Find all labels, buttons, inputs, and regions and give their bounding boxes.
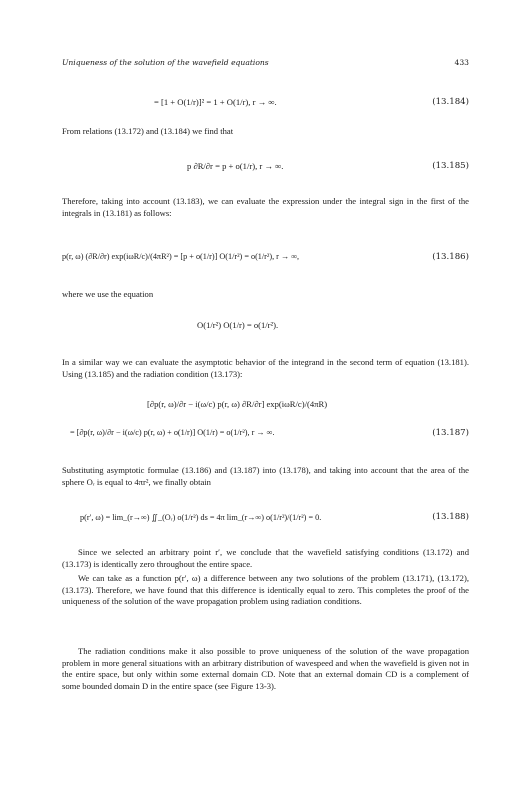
equation-body: = [1 + O(1/r)]² = 1 + O(1/r), r → ∞.	[154, 97, 277, 107]
paragraph: Therefore, taking into account (13.183), we can evaluate the expression under the integral sign in the first of the integrals in (13.181) as follows:	[62, 196, 469, 218]
paragraph: The radiation conditions make it also possible to prove uniqueness of the solution of the wave propagation problem in more general situations with an arbitrary distribution of wavespeed and when the wavefield is given not in the entire space, but only within some external domain CD. Note that an external domain CD is a complement of some bounded domain D in the entire space (see Figure 13-3).	[62, 646, 469, 691]
paragraph: Since we selected an arbitrary point r′, we conclude that the wavefield satisfying conditions (13.172) and (13.173) is identically zero throughout the entire space.	[62, 547, 469, 569]
equation-body: p ∂R/∂r = p + o(1/r), r → ∞.	[187, 161, 284, 171]
equation-body: p(r, ω) (∂R/∂r) exp(iωR/c)/(4πR²) = [p + o(1/r)] O(1/r²) = o(1/r²), r → ∞,	[62, 252, 300, 261]
page-number: 433	[454, 58, 469, 67]
equation-number: (13.184)	[432, 97, 469, 107]
equation-body: [∂p(r, ω)/∂r − i(ω/c) p(r, ω) ∂R/∂r] exp(iωR/c)/(4πR)	[147, 399, 328, 409]
paragraph: Substituting asymptotic formulae (13.186) and (13.187) into (13.178), and taking into account that the area of the sphere Oᵣ is equal to 4πr², we finally obtain	[62, 465, 469, 487]
equation-auxiliary	[62, 320, 469, 336]
paragraph: From relations (13.172) and (13.184) we find that	[62, 126, 234, 136]
paragraph: where we use the equation	[62, 289, 154, 299]
running-header	[62, 58, 469, 67]
paragraph: We can take as a function p(r′, ω) a difference between any two solutions of the problem (13.171), (13.172), (13.173). Therefore, we have found that this difference is identically equal to zero. This completes the proof of the uniqueness of the solution of the wave propagation problem using radiation conditions.	[62, 573, 469, 607]
equation-body: O(1/r²) O(1/r) = o(1/r²).	[197, 320, 279, 330]
paragraph: In a similar way we can evaluate the asymptotic behavior of the integrand in the second term of equation (13.181). Using (13.185) and the radiation condition (13.173):	[62, 357, 469, 379]
equation-13-185	[62, 161, 469, 177]
equation-13-188	[62, 512, 469, 528]
equation-number: (13.186)	[432, 252, 469, 262]
equation-body: p(r′, ω) = lim_(r→∞) ∬_(Oᵣ) o(1/r²) ds = 4π lim_(r→∞) o(1/r²)/(1/r²) = 0.	[80, 513, 322, 522]
running-title: Uniqueness of the solution of the wavefield equations	[62, 58, 269, 67]
equation-13-187-line1	[62, 399, 469, 415]
equation-number: (13.188)	[432, 512, 469, 522]
equation-13-186	[62, 252, 469, 268]
equation-number: (13.187)	[432, 428, 469, 438]
equation-13-184	[62, 97, 469, 113]
equation-13-187	[62, 428, 469, 444]
equation-number: (13.185)	[432, 161, 469, 171]
equation-body: = [∂p(r, ω)/∂r − i(ω/c) p(r, ω) + o(1/r)] O(1/r) = o(1/r²), r → ∞.	[70, 428, 275, 437]
